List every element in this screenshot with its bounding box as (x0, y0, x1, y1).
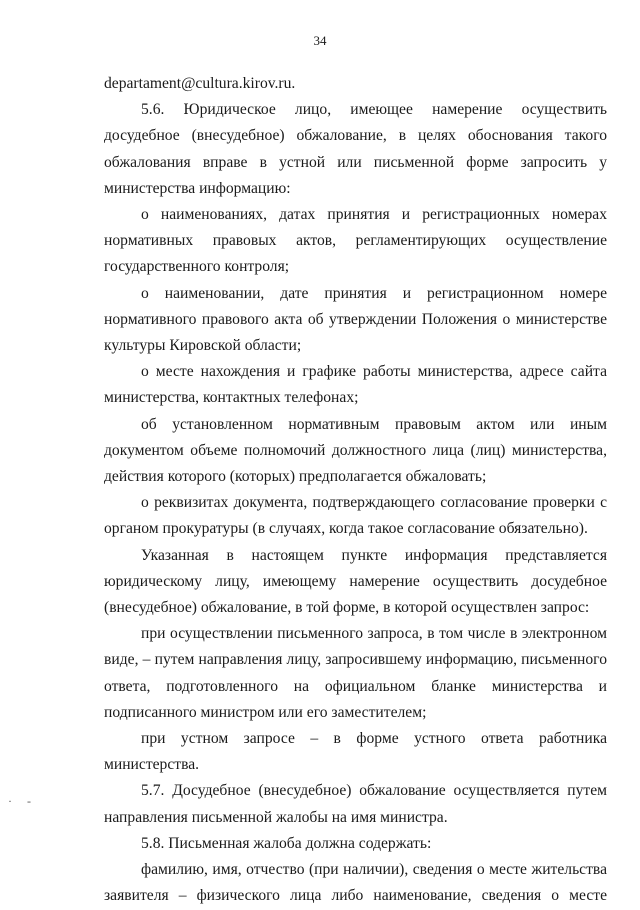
paragraph-written-request: при осуществлении письменного запроса, в том числе в электронном виде, – путем направления лицу, запросившему информацию, письменного ответа, подготовленного на официальном бланке министерства и подписанного министром или его заместителем; (104, 625, 607, 721)
paragraph-oral-request: при устном запросе – в форме устного ответа работника министерства. (104, 730, 607, 774)
paragraph-regulation-info: о наименовании, дате принятия и регистрационном номере нормативного правового акта об утверждении Положения о министерстве культуры Кировской области; (104, 284, 607, 355)
paragraph-5-6: 5.6. Юридическое лицо, имеющее намерение осуществить досудебное (внесудебное) обжалование, в целях обоснования такого обжалования вправе в устной или письменной форме запросить у министерства информацию: (104, 101, 607, 197)
document-body (104, 71, 607, 910)
paragraph-prosecutor-info: о реквизитах документа, подтверждающего согласование проверки с органом прокуратуры (в случаях, когда такое согласование обязательно). (104, 494, 607, 538)
paragraph-info-provision: Указанная в настоящем пункте информация представляется юридическому лицу, имеющему намерение осуществить досудебное (внесудебное) обжалование, в той форме, в которой осуществлен запрос: (104, 546, 607, 617)
paragraph-acts-info: о наименованиях, датах принятия и регистрационных номерах нормативных правовых актов, регламентирующих осуществление государственного контроля; (104, 206, 607, 276)
scan-margin-mark: · - (8, 794, 37, 808)
paragraph-powers-info: об установленном нормативным правовым актом или иным документом объеме полномочий должностного лица (лиц) министерства, действия которого (которых) предполагается обжаловать; (104, 415, 607, 486)
paragraph-5-7: 5.7. Досудебное (внесудебное) обжалование осуществляется путем направления письменной жалобы на имя министра. (104, 782, 607, 826)
paragraph-complaint-contents: фамилию, имя, отчество (при наличии), сведения о месте жительства заявителя – физического лица либо наименование, сведения о месте (104, 861, 607, 905)
paragraph-location-info: о месте нахождения и графике работы министерства, адресе сайта министерства, контактных телефонах; (104, 363, 607, 407)
paragraph-email: departament@cultura.kirov.ru. (104, 75, 296, 92)
page-number: 34 (313, 33, 327, 48)
paragraph-5-8: 5.8. Письменная жалоба должна содержать: (141, 834, 432, 852)
